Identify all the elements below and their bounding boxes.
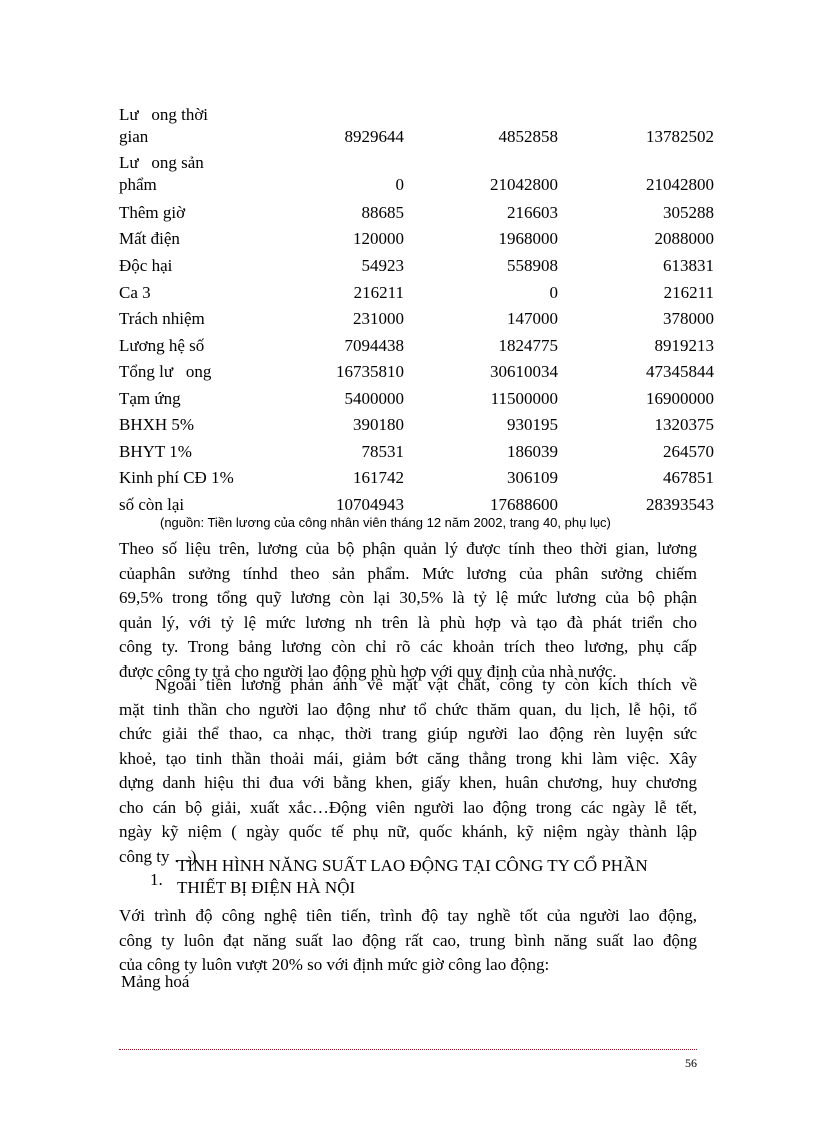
table-source-note: (nguồn: Tiền lương của công nhân viên tháng 12 năm 2002, trang 40, phụ lục): [160, 515, 611, 530]
table-row: [119, 335, 719, 361]
row-value-c1: 10704943: [336, 495, 404, 514]
table-row: [119, 414, 719, 440]
row-value-c1: 16735810: [336, 362, 404, 381]
text-line: cho cán bộ giải, xuất xắc…Động viên người lao động trong các ngày lễ tết,: [119, 797, 697, 817]
text-line: dựng danh hiệu thi đua với bằng khen, giấy khen, huân chương, huy chương: [119, 773, 697, 792]
row-value-c1: 0: [395, 175, 404, 194]
page-number: 56: [685, 1056, 697, 1070]
row-value-c3: 21042800: [646, 175, 714, 194]
row-value-c2: 1824775: [498, 336, 558, 355]
row-value-c1: 216211: [353, 283, 404, 302]
row-value-c1: 120000: [353, 229, 404, 248]
text-line: quản lý, với tỷ lệ mức lương nh trên là phù hợp và tạo đà phát triển cho: [119, 612, 697, 632]
row-label: Thêm giờ: [119, 203, 186, 222]
row-value-c2: 21042800: [490, 175, 558, 194]
row-label: Độc hại: [119, 256, 173, 275]
section-title-line1: TÌNH HÌNH NĂNG SUẤT LAO ĐỘNG TẠI CÔNG TY CỔ PHẦN: [177, 856, 648, 875]
row-value-c1: 88685: [361, 203, 404, 222]
row-value-c2: 216603: [507, 203, 558, 222]
row-label: Lương hệ số: [119, 336, 205, 355]
row-value-c2: 186039: [507, 442, 558, 461]
section-number: 1.: [150, 870, 163, 889]
row-label: Lư ong thời gian: [119, 105, 209, 146]
row-label: BHXH 5%: [119, 415, 195, 434]
text-line: ngày kỹ niệm ( ngày quốc tế phụ nữ, quốc khánh, kỹ niệm ngày thành lập: [119, 822, 697, 841]
row-value-c2: 558908: [507, 256, 558, 275]
table-row: [119, 228, 719, 254]
row-value-c1: 7094438: [344, 336, 404, 355]
row-value-c3: 47345844: [646, 362, 714, 381]
text-line: của công ty luôn vượt 20% so với định mức giờ công lao động:: [119, 955, 550, 974]
row-value-c2: 4852858: [498, 127, 558, 146]
table-row: [119, 308, 719, 334]
row-value-c3: 467851: [663, 468, 714, 487]
row-value-c3: 613831: [663, 256, 714, 275]
paragraph-productivity: [119, 904, 697, 978]
text-line: công ty …): [119, 846, 197, 866]
table-row: [119, 441, 719, 467]
text-line: công ty luôn đạt năng suất lao động rất cao, trung bình năng suất lao động: [119, 930, 697, 950]
text-line: khoẻ, tạo tinh thần thoải mái, giảm bớt căng thẳng trong khi làm việc. Xây: [119, 748, 697, 768]
row-label: Trách nhiệm: [119, 309, 205, 328]
table-row: [119, 152, 719, 194]
text-line: Theo số liệu trên, lương của bộ phận quản lý được tính theo thời gian, lương: [119, 539, 697, 558]
row-value-c3: 1320375: [654, 415, 714, 434]
row-value-c3: 16900000: [646, 389, 714, 408]
row-value-c2: 30610034: [490, 362, 558, 381]
section-title-line2: THIẾT BỊ ĐIỆN HÀ NỘI: [177, 878, 356, 897]
row-value-c1: 390180: [353, 415, 404, 434]
row-value-c3: 264570: [663, 442, 714, 461]
text-line: chức giải thể thao, ca nhạc, thời trang giúp người lao động rèn luyện sức: [119, 724, 697, 743]
row-value-c3: 216211: [663, 283, 714, 302]
text-line: củaphân sưởng tínhd theo sản phẩm. Mức lương của phân sưởng chiếm: [119, 563, 697, 583]
row-label: Tạm ứng: [119, 389, 181, 408]
row-label: Ca 3: [119, 283, 151, 302]
text-line: 69,5% trong tổng quỹ lương còn lại 30,5% là tỷ lệ mức lương của bộ phận: [119, 588, 697, 607]
row-value-c1: 54923: [361, 256, 404, 275]
row-value-c3: 13782502: [646, 127, 714, 146]
text-line: Với trình độ công nghệ tiên tiến, trình độ tay nghề tốt của người lao động,: [119, 906, 697, 925]
table-row: [119, 361, 719, 387]
table-row: [119, 104, 719, 146]
row-value-c2: 930195: [507, 415, 558, 434]
row-label: Tổng lư ong: [119, 362, 212, 381]
row-value-c2: 17688600: [490, 495, 558, 514]
row-value-c2: 0: [549, 283, 558, 302]
paragraph-motivation: [119, 673, 697, 869]
text-line: mặt tinh thần cho người lao động như tổ chức thăm quan, du lịch, lễ hội, tổ: [119, 699, 697, 719]
row-value-c3: 8919213: [654, 336, 714, 355]
row-value-c3: 28393543: [646, 495, 714, 514]
table-row: [119, 467, 719, 493]
text-line: công ty. Trong bảng lương còn chỉ rõ các khoản trích theo lương, phụ cấp: [119, 637, 697, 656]
row-value-c1: 161742: [353, 468, 404, 487]
row-value-c1: 5400000: [344, 389, 404, 408]
row-label: Mất điện: [119, 229, 180, 248]
row-value-c3: 2088000: [654, 229, 714, 248]
table-row: [119, 255, 719, 281]
row-value-c1: 8929644: [344, 127, 404, 146]
table-row: [119, 388, 719, 414]
table-row: [119, 202, 719, 228]
row-value-c3: 305288: [663, 203, 714, 222]
text-line: được công ty trả cho người lao động phù hợp với quy định của nhà nước.: [119, 661, 617, 681]
row-value-c2: 11500000: [490, 389, 558, 408]
row-label: Lư ong sản phẩm: [119, 153, 204, 194]
row-value-c2: 1968000: [498, 229, 558, 248]
row-value-c2: 147000: [507, 309, 558, 328]
row-value-c3: 378000: [663, 309, 714, 328]
row-value-c2: 306109: [507, 468, 558, 487]
text-line: Ngoài tiền lương phản ánh về mặt vật chất, công ty còn kích thích về: [155, 675, 697, 694]
row-value-c1: 78531: [361, 442, 404, 461]
table-row: [119, 282, 719, 308]
row-value-c1: 231000: [353, 309, 404, 328]
paragraph-salary-analysis: [119, 537, 697, 684]
row-label: Kinh phí CĐ 1%: [119, 468, 234, 487]
row-label: BHYT 1%: [119, 442, 192, 461]
row-label: số còn lại: [119, 495, 185, 514]
last-line-text: Mảng hoá: [121, 972, 190, 991]
footer-divider: [119, 1049, 697, 1050]
